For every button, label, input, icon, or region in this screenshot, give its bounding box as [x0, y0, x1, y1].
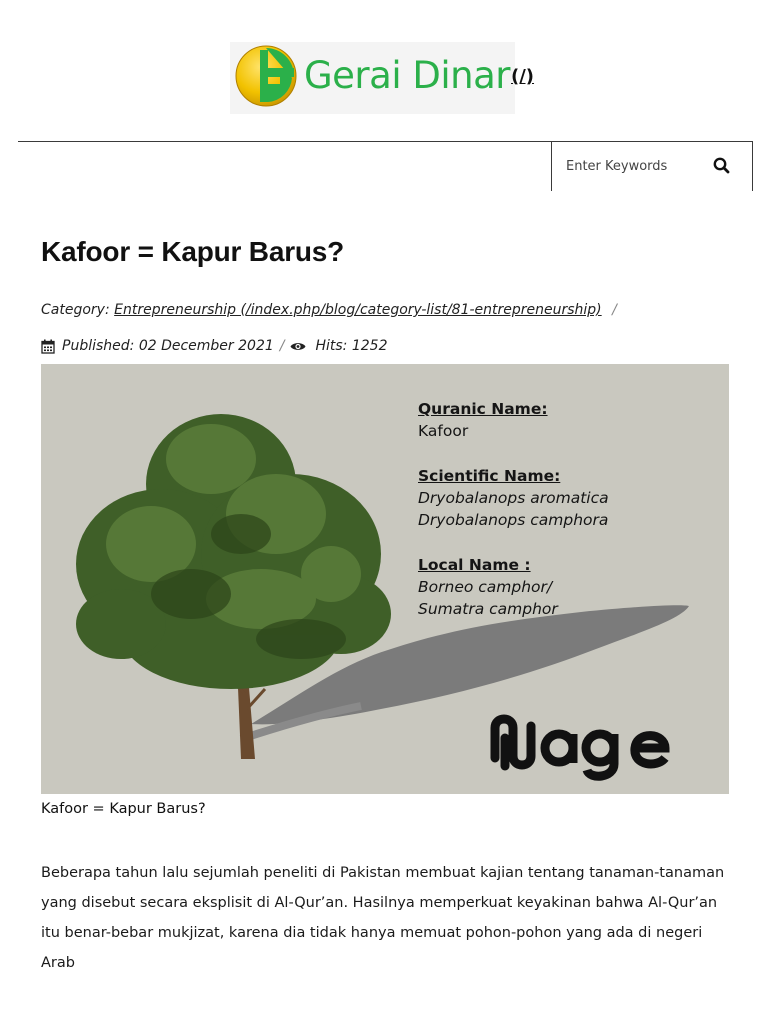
scientific-name-value-1: Dryobalanops aromatica — [418, 489, 609, 507]
meta-separator: / — [279, 338, 285, 354]
local-name-heading: Local Name : — [418, 556, 531, 574]
image-caption: Kafoor = Kapur Barus? — [41, 801, 206, 817]
local-name-value-2: Sumatra camphor — [418, 600, 558, 618]
nage-watermark-logo — [487, 708, 697, 788]
article-body: Beberapa tahun lalu sejumlah peneliti di Pakistan membuat kajian tentang tanaman-tanaman yang disebut secara eksplisit di Al-Qur’an. Hasilnya memperkuat keyakinan bahwa Al-Qur’an itu benar-bebar mukjizat, karena dia tidak hanya memuat pohon-pohon yang ada di negeri Arab — [41, 865, 725, 971]
home-link[interactable]: (/) — [511, 66, 535, 87]
site-header — [0, 0, 768, 140]
site-logo[interactable] — [230, 42, 515, 114]
article-meta — [41, 338, 387, 354]
image-labels — [418, 398, 609, 620]
quranic-name-value: Kafoor — [418, 422, 469, 440]
hits-count: Hits: 1252 — [315, 338, 388, 354]
article-category — [41, 302, 623, 318]
search-icon[interactable] — [712, 156, 732, 176]
meta-separator: / — [612, 302, 617, 318]
published-date: Published: 02 December 2021 — [62, 338, 274, 354]
category-link[interactable]: Entrepreneurship (/index.php/blog/category-list/81-entrepreneurship) — [114, 302, 602, 318]
scientific-name-value-2: Dryobalanops camphora — [418, 511, 609, 529]
local-name-value-1: Borneo camphor/ — [418, 578, 553, 596]
article-image — [41, 364, 729, 794]
article-title: Kafoor = Kapur Barus? — [41, 236, 345, 267]
category-label: Category: — [41, 302, 110, 318]
scientific-name-heading: Scientific Name: — [418, 467, 561, 485]
search-input[interactable] — [566, 155, 696, 177]
eye-icon — [290, 341, 306, 352]
calendar-icon — [41, 339, 55, 354]
search-box — [551, 141, 753, 191]
quranic-name-heading: Quranic Name: — [418, 400, 548, 418]
logo-text: Gerai Dinar — [304, 54, 510, 97]
logo-mark-icon — [234, 44, 298, 108]
